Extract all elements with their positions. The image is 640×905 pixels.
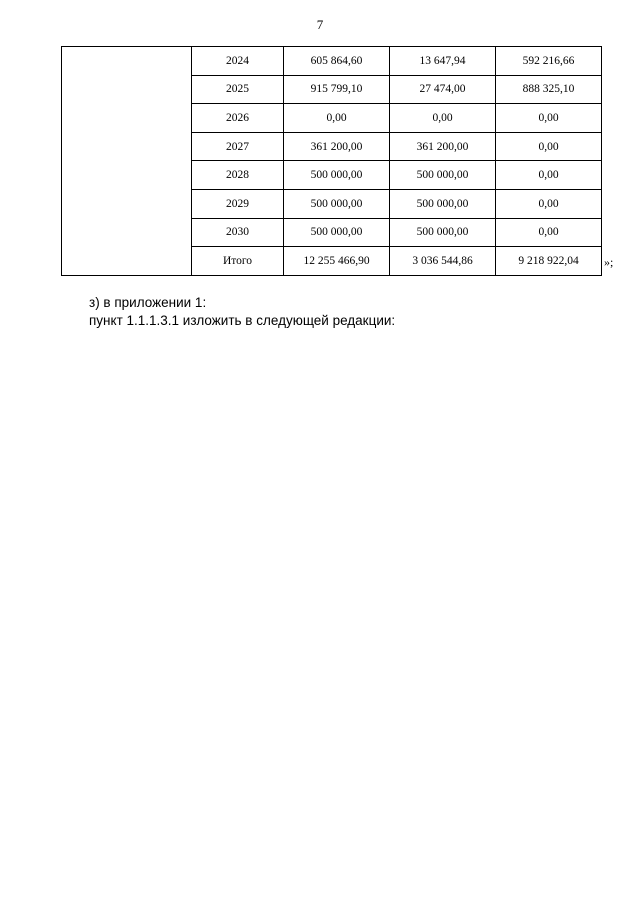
total-cell: 605 864,60 [284, 47, 390, 76]
amount-cell: 500 000,00 [390, 189, 496, 218]
amount-cell: 0,00 [496, 104, 602, 133]
grand-total-cell: 12 255 466,90 [284, 247, 390, 276]
year-cell: 2028 [192, 161, 284, 190]
amount-cell: 3 036 544,86 [390, 247, 496, 276]
amount-cell: 0,00 [390, 104, 496, 133]
amount-cell: 361 200,00 [390, 132, 496, 161]
year-cell: 2029 [192, 189, 284, 218]
total-label-cell: Итого [192, 247, 284, 276]
page-number: 7 [316, 17, 324, 32]
amount-cell: 500 000,00 [390, 161, 496, 190]
amount-cell: 0,00 [496, 218, 602, 247]
total-cell: 500 000,00 [284, 189, 390, 218]
amount-cell: 27 474,00 [390, 75, 496, 104]
amount-cell: 0,00 [496, 132, 602, 161]
total-cell: 500 000,00 [284, 161, 390, 190]
year-cell: 2026 [192, 104, 284, 133]
total-cell: 361 200,00 [284, 132, 390, 161]
year-cell: 2027 [192, 132, 284, 161]
amount-cell: 13 647,94 [390, 47, 496, 76]
amendment-instruction: пункт 1.1.1.3.1 изложить в следующей редакции: [89, 313, 396, 328]
total-cell: 915 799,10 [284, 75, 390, 104]
year-cell: 2030 [192, 218, 284, 247]
total-cell: 0,00 [284, 104, 390, 133]
amount-cell: 500 000,00 [390, 218, 496, 247]
funding-table [61, 46, 602, 276]
closing-quote-mark: »; [604, 255, 614, 269]
merged-empty-cell [62, 47, 192, 276]
amount-cell: 0,00 [496, 161, 602, 190]
amount-cell: 888 325,10 [496, 75, 602, 104]
amount-cell: 0,00 [496, 189, 602, 218]
table-row [62, 47, 602, 76]
amount-cell: 592 216,66 [496, 47, 602, 76]
amendment-item-heading: з) в приложении 1: [89, 295, 207, 310]
amount-cell: 9 218 922,04 [496, 247, 602, 276]
year-cell: 2025 [192, 75, 284, 104]
year-cell: 2024 [192, 47, 284, 76]
total-cell: 500 000,00 [284, 218, 390, 247]
